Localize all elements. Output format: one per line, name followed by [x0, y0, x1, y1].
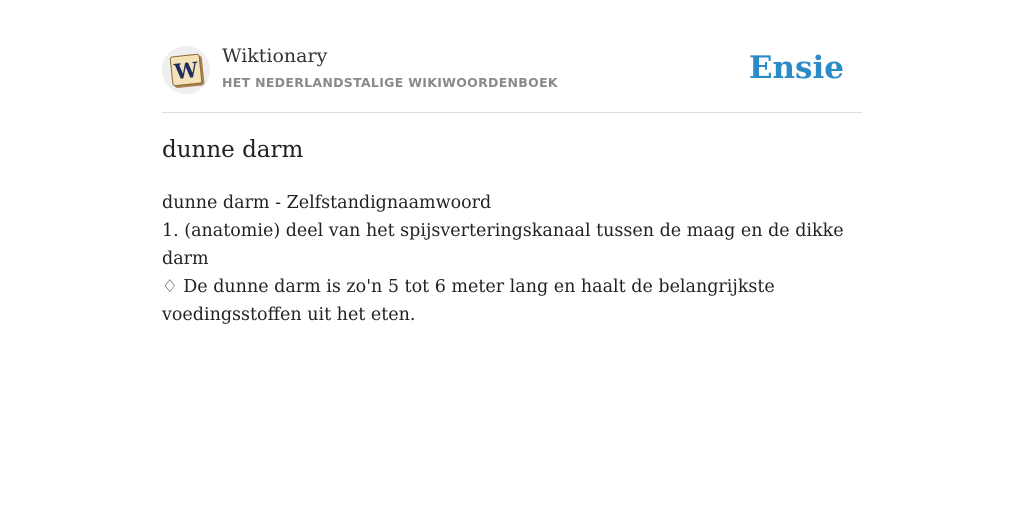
- logo-tile: [170, 54, 203, 87]
- wiktionary-logo-icon[interactable]: [162, 46, 210, 94]
- entry-headword-line: dunne darm - Zelfstandignaamwoord: [162, 193, 492, 213]
- site-header: [162, 0, 862, 113]
- entry-body: [162, 189, 862, 329]
- entry-title: dunne darm: [162, 137, 304, 163]
- entry-definition: 1. (anatomie) deel van het spijsverteringskanaal tussen de maag en de dikke darm: [162, 221, 844, 269]
- ensie-brand-link[interactable]: Ensie: [748, 50, 844, 86]
- page: [162, 0, 862, 325]
- site-tagline: HET NEDERLANDSTALIGE WIKIWOORDENBOEK: [222, 75, 558, 90]
- entry-example: ♢ De dunne darm is zo'n 5 tot 6 meter lang en haalt de belangrijkste voedingsstoffen uit het eten.: [162, 277, 775, 325]
- logo-letter: W: [173, 56, 200, 85]
- site-name[interactable]: Wiktionary: [222, 45, 328, 67]
